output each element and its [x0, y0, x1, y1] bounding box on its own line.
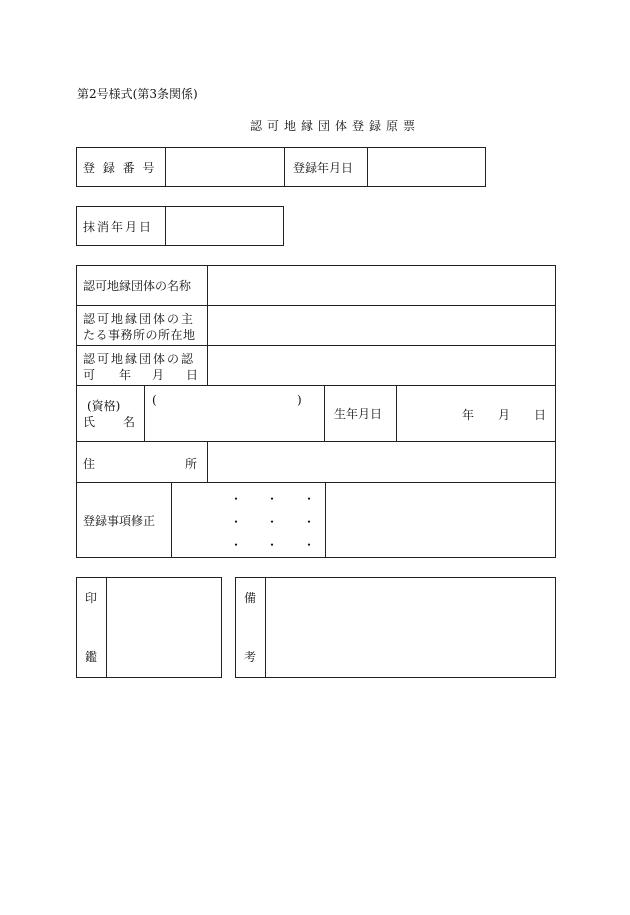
remarks-label-bottom: 考: [244, 650, 257, 664]
approval-label-day: 日: [186, 368, 199, 382]
form-reference: 第2号様式(第3条関係): [77, 87, 198, 101]
group-name-label: 認可地縁団体の名称: [83, 279, 192, 293]
person-name-label: [83, 414, 143, 430]
document-title: 認可地縁団体登録原票: [250, 119, 421, 133]
paren-close: ): [297, 393, 302, 407]
amendment-label: 登録事項修正: [83, 514, 156, 528]
address-label-a: 住: [83, 457, 96, 471]
dot-r1c3: ・: [303, 492, 316, 506]
dot-r2c3: ・: [303, 515, 316, 529]
office-address-field[interactable]: [208, 306, 555, 345]
dot-r1c2: ・: [266, 492, 279, 506]
remarks-label-top: 備: [244, 591, 257, 605]
dot-r2c2: ・: [266, 515, 279, 529]
dot-r3c3: ・: [303, 538, 316, 552]
approval-label-ka: 可: [83, 368, 96, 382]
dot-r1c1: ・: [230, 492, 243, 506]
amendment-date-field[interactable]: [172, 483, 325, 558]
approval-label-year: 年: [119, 368, 132, 382]
address-label: [83, 455, 203, 471]
approval-label-line1: 認可地縁団体の認: [83, 352, 196, 366]
approval-label-month: 月: [152, 368, 165, 382]
amendment-content-field[interactable]: [326, 483, 555, 558]
remarks-field[interactable]: [266, 578, 555, 677]
dot-r2c1: ・: [230, 515, 243, 529]
registration-date-field[interactable]: [368, 148, 485, 186]
dot-r3c1: ・: [230, 538, 243, 552]
registration-number-label: 登 録 番 号: [83, 160, 157, 175]
group-name-field[interactable]: [208, 266, 555, 305]
paren-open: (: [152, 393, 157, 407]
seal-field[interactable]: [107, 578, 221, 677]
cancellation-date-field[interactable]: [166, 207, 283, 245]
birth-year-label: 年: [462, 408, 475, 422]
approval-date-field[interactable]: [208, 346, 555, 385]
seal-label-top: 印: [85, 591, 98, 605]
seal-label-bottom: 鑑: [85, 650, 98, 664]
dot-r3c2: ・: [266, 538, 279, 552]
birth-date-field[interactable]: [397, 386, 555, 441]
representative-label: [83, 398, 143, 430]
representative-field[interactable]: [145, 386, 324, 441]
birth-day-label: 日: [534, 408, 547, 422]
office-label-line2: たる事務所の所在地: [83, 328, 196, 342]
approval-date-label: [83, 351, 203, 383]
person-name-label-b: 名: [123, 415, 136, 429]
office-label: [83, 311, 205, 343]
approval-label-line2: [83, 367, 203, 383]
address-field[interactable]: [208, 442, 555, 482]
registration-date-label: 登録年月日: [293, 160, 354, 175]
person-name-label-a: 氏: [83, 415, 96, 429]
registration-number-field[interactable]: [166, 148, 284, 186]
address-label-b: 所: [185, 457, 198, 471]
birth-month-label: 月: [498, 408, 511, 422]
office-label-line1: 認可地縁団体の主: [83, 312, 196, 326]
cancellation-date-label: 抹消年月日: [83, 219, 154, 234]
birth-date-label: 生年月日: [334, 407, 383, 421]
qualification-label: (資格): [87, 399, 121, 413]
